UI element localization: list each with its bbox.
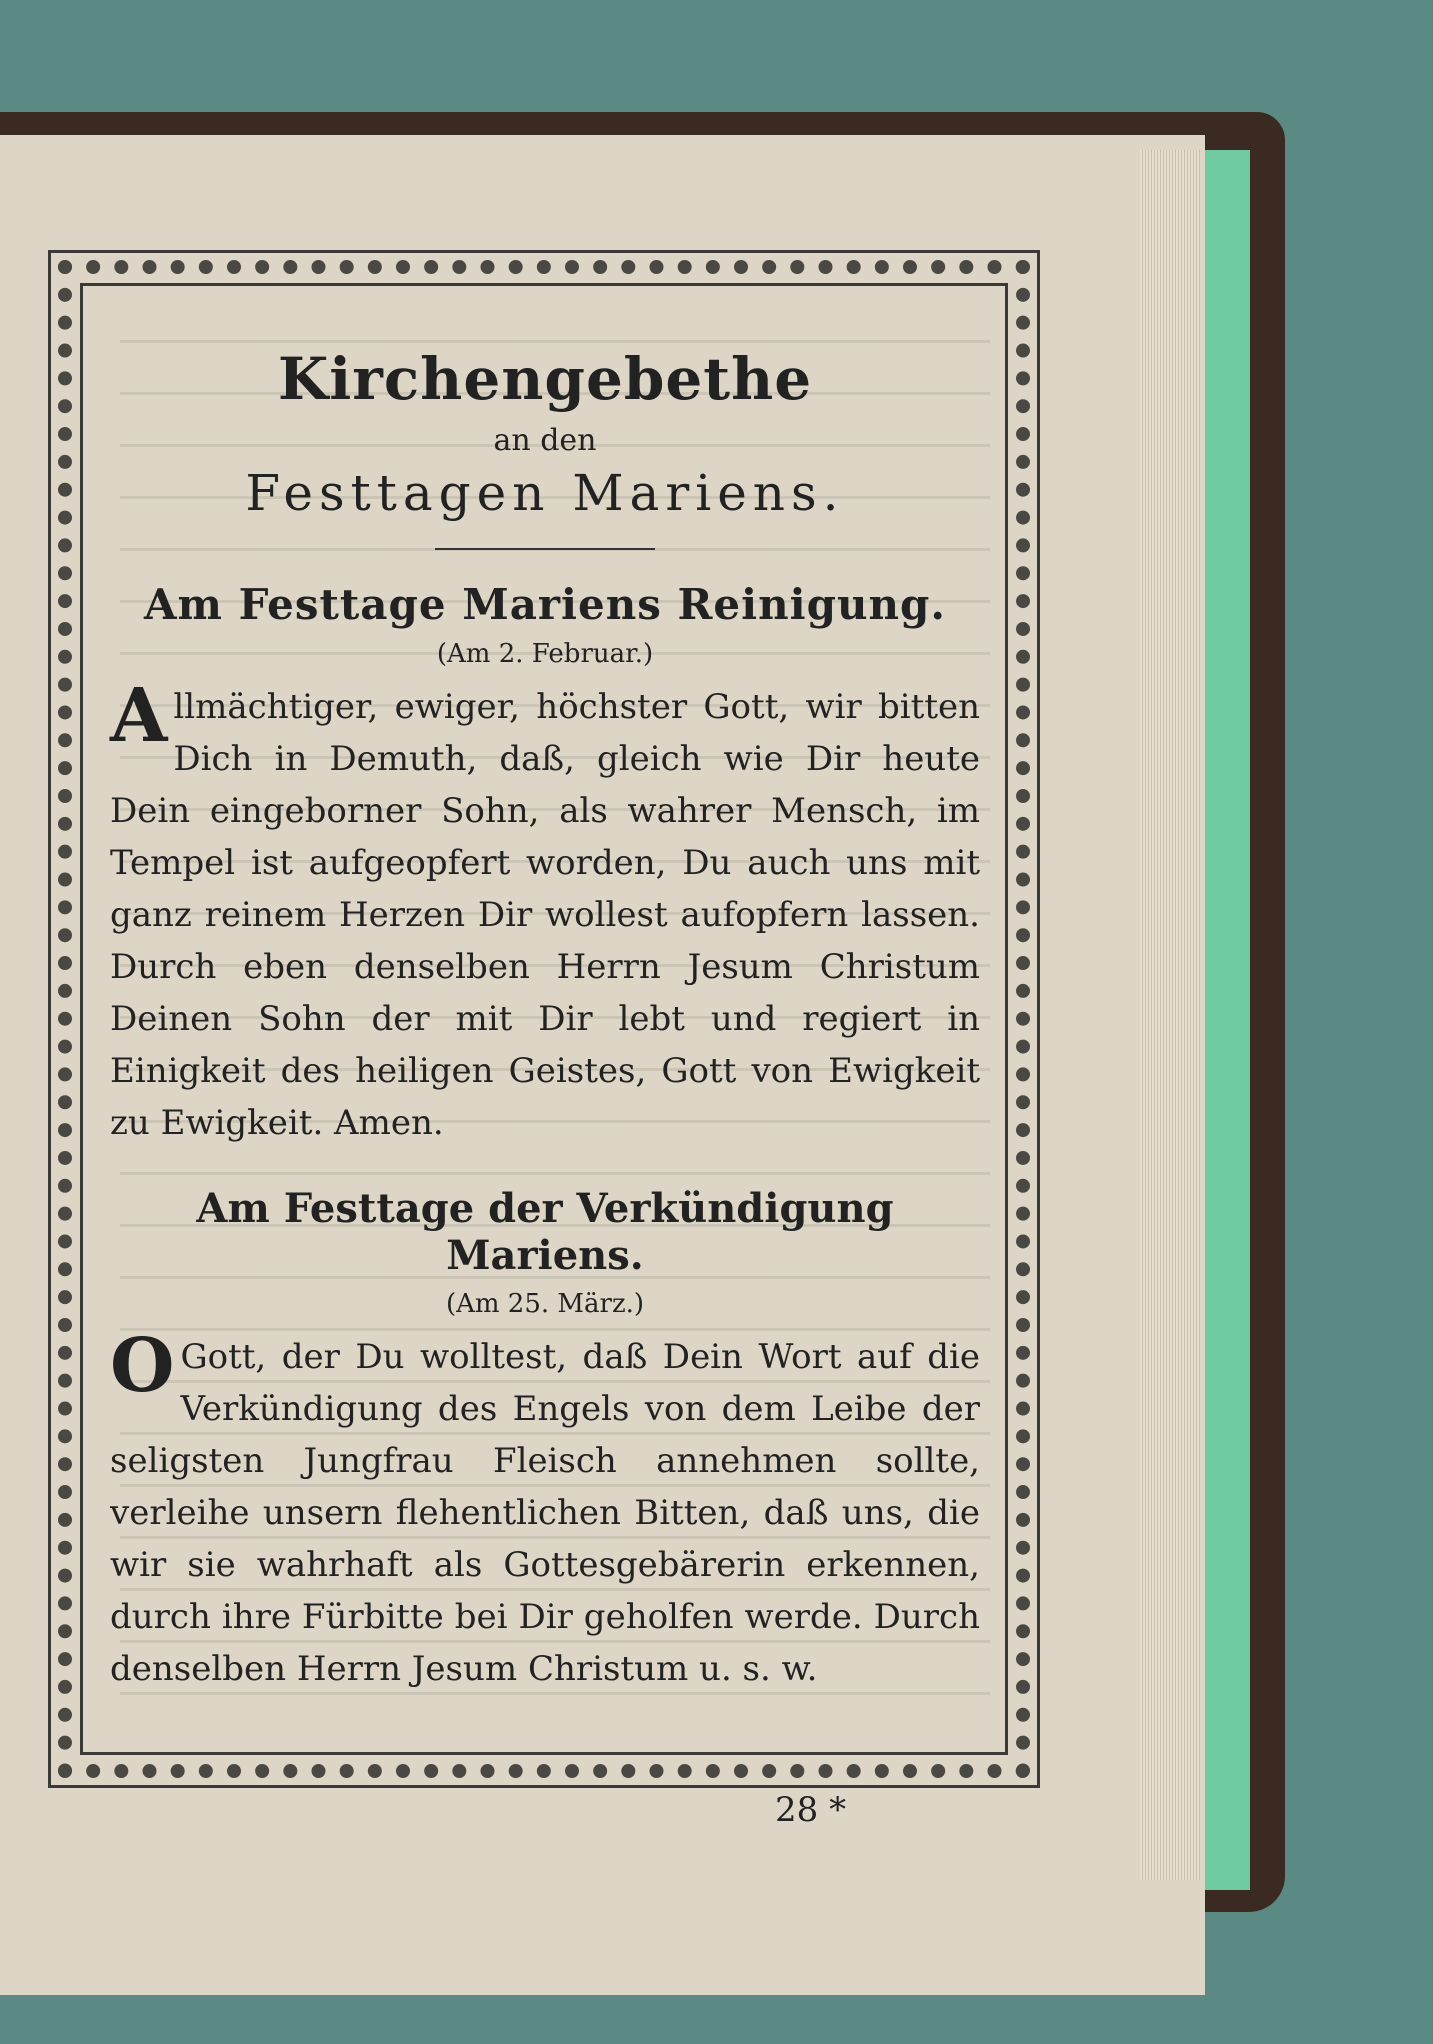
page-edges (1140, 150, 1200, 1880)
divider (435, 548, 655, 550)
prayer-body-1: llmächtiger, ewiger, höchster Gott, wir bitten Dich in Demuth, daß, gleich wie Dir heute Dein eingeborner Sohn, als wahrer Mensch, im Tempel ist aufgeopfert worden, Du auch uns mit ganz reinem Herzen Dir wollest aufopfern lassen. Durch eben denselben Herrn Jesum Christum Deinen Sohn der mit Dir lebt und regiert in Einigkeit des heiligen Geistes, Gott von Ewigkeit zu Ewigkeit. Amen. (110, 687, 980, 1143)
initial-letter-1: A (110, 673, 168, 759)
page-number: 28 * (775, 1790, 847, 1830)
prayer-text-2 (110, 1323, 980, 1695)
prayer-body-2: Gott, der Du wolltest, daß Dein Wort auf die Verkündigung des Engels von dem Leibe der seligsten Jungfrau Fleisch annehmen sollte, verleihe unsern flehentlichen Bitten, daß uns, die wir sie wahrhaft als Gottesgebärerin erkennen, durch ihre Fürbitte bei Dir geholfen werde. Durch denselben Herrn Jesum Christum u. s. w. (110, 1337, 980, 1689)
initial-letter-2: O (110, 1323, 175, 1409)
page-title: Kirchengebethe (277, 345, 813, 413)
page-title-2: Festtagen Mariens. (245, 464, 845, 522)
section-heading-2: Am Festtage der Verkündigung Mariens. (196, 1185, 894, 1279)
page-content (110, 345, 980, 1695)
section-date-2: (Am 25. März.) (445, 1289, 645, 1319)
section-heading-1: Am Festtage Mariens Reinigung. (143, 580, 947, 629)
prayer-text-1 (110, 673, 980, 1149)
page-subtitle: an den (493, 423, 597, 458)
section-date-1: (Am 2. Februar.) (436, 639, 654, 669)
